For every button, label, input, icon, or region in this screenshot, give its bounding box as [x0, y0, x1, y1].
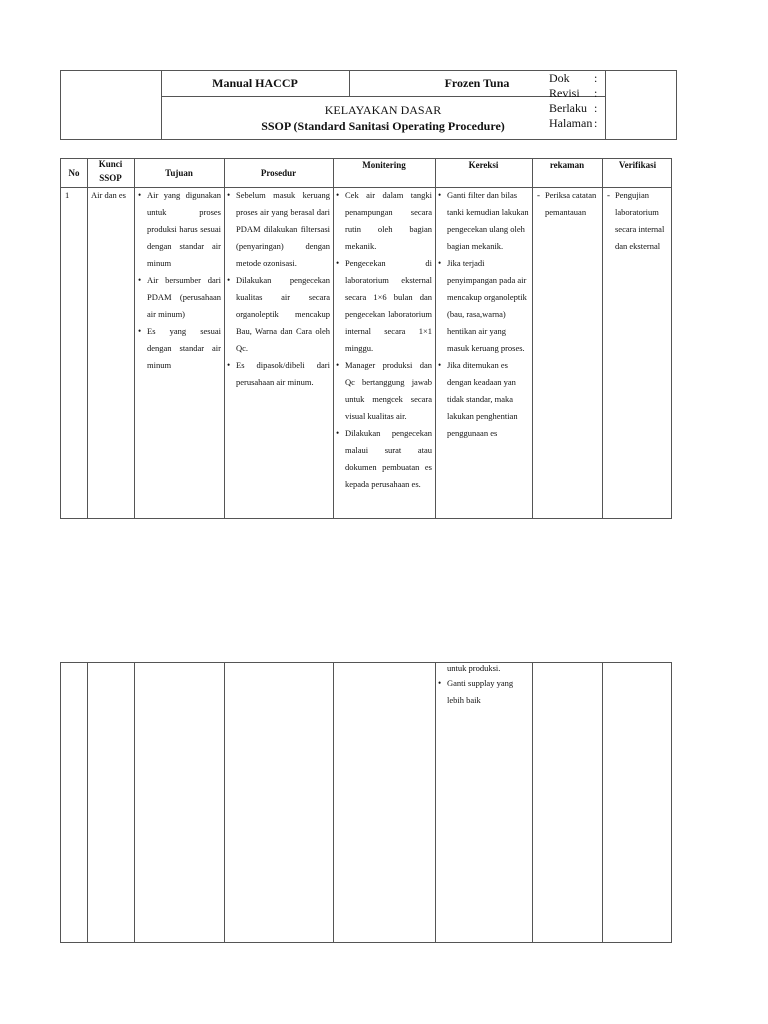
document-header [60, 70, 677, 140]
product-name: Frozen Tuna [444, 76, 510, 90]
meta-dok: Dok : [549, 71, 598, 85]
meta-halaman: Halaman : [549, 116, 598, 130]
list-item: • Ganti supplay yang lebih baik [437, 675, 530, 709]
ssop-table [60, 158, 672, 519]
col-header-no: No [68, 168, 80, 178]
col-header-kunci: Kunci SSOP [98, 159, 123, 183]
meta-berlaku: Berlaku : [549, 101, 598, 115]
column-divider [134, 663, 135, 942]
koreksi-continued-text: untuk produksi. [447, 663, 501, 673]
column-divider [87, 159, 88, 518]
list-item: • Air yang digunakan untuk proses produksi harus sesuai dengan standar air minum [137, 187, 221, 272]
column-divider [87, 663, 88, 942]
col-header-rekaman: rekaman [549, 160, 585, 170]
row-number: 1 [65, 190, 70, 200]
header-divider [161, 96, 605, 97]
column-divider [224, 663, 225, 942]
column-divider [435, 663, 436, 942]
list-item: • Sebelum masuk keruang proses air yang berasal dari PDAM dilakukan filtersasi (penyaringan) dengan metode ozonisasi. [226, 187, 330, 272]
list-item: • Pengecekan di laboratorium eksternal secara 1×6 bulan dan pengecekan laboratorium internal secara 1×1 minggu. [335, 255, 432, 357]
list-item: • Dilakukan pengecekan kualitas air secara organoleptik mencakup Bau, Warna dan Cara oleh Qc. [226, 272, 330, 357]
verifikasi-cell [605, 187, 669, 255]
list-item: • Jika terjadi penyimpangan pada air mencakup organoleptik (bau, rasa,warna) hentikan air yang masuk keruang proses. [437, 255, 530, 357]
col-header-verifikasi: Verifikasi [618, 160, 657, 170]
list-item: • Cek air dalam tangki penampungan secara rutin oleh bagian mekanik. [335, 187, 432, 255]
list-item: • Jika ditemukan es dengan keadaan yan tidak standar, maka lakukan penghentian penggunaan es [437, 357, 530, 442]
col-header-prosedur: Prosedur [260, 168, 297, 178]
tujuan-cell [137, 187, 221, 374]
koreksi-continued-cell [437, 675, 530, 709]
col-header-koreksi: Kereksi [468, 160, 499, 170]
column-divider [224, 159, 225, 518]
column-divider [333, 663, 334, 942]
column-divider [333, 159, 334, 518]
prosedur-cell [226, 187, 330, 391]
column-divider [602, 663, 603, 942]
kunci-ssop-value: Air dan es [91, 190, 126, 200]
ssop-table-continued [60, 662, 672, 943]
col-header-monitoring: Monitering [362, 160, 406, 170]
column-divider [134, 159, 135, 518]
list-item: • Dilakukan pengecekan malaui surat atau dokumen pembuatan es kepada perusahaan es. [335, 425, 432, 493]
rekaman-cell [535, 187, 599, 221]
manual-title: Manual HACCP [212, 76, 298, 90]
list-item: • Ganti filter dan bilas tanki kemudian lakukan pengecekan ulang oleh bagian mekanik. [437, 187, 530, 255]
section-title: KELAYAKAN DASAR [324, 103, 442, 117]
list-item: - Pengujian laboratorium secara internal dan eksternal [605, 187, 669, 255]
header-divider [605, 71, 606, 139]
list-item: • Air bersumber dari PDAM (perusahaan air minum) [137, 272, 221, 323]
section-subtitle: SSOP (Standard Sanitasi Operating Procedure) [261, 119, 505, 133]
list-item: • Manager produksi dan Qc bertanggung jawab untuk mengcek secara visual kualitas air. [335, 357, 432, 425]
monitoring-cell [335, 187, 432, 493]
column-divider [532, 159, 533, 518]
column-divider [602, 159, 603, 518]
column-divider [532, 663, 533, 942]
column-divider [435, 159, 436, 518]
list-item: • Es dipasok/dibeli dari perusahaan air minum. [226, 357, 330, 391]
list-item: - Periksa catatan pemantauan [535, 187, 599, 221]
meta-revisi: Revisi : [549, 86, 598, 100]
col-header-tujuan: Tujuan [165, 168, 193, 178]
list-item: • Es yang sesuai dengan standar air minum [137, 323, 221, 374]
koreksi-cell [437, 187, 530, 442]
